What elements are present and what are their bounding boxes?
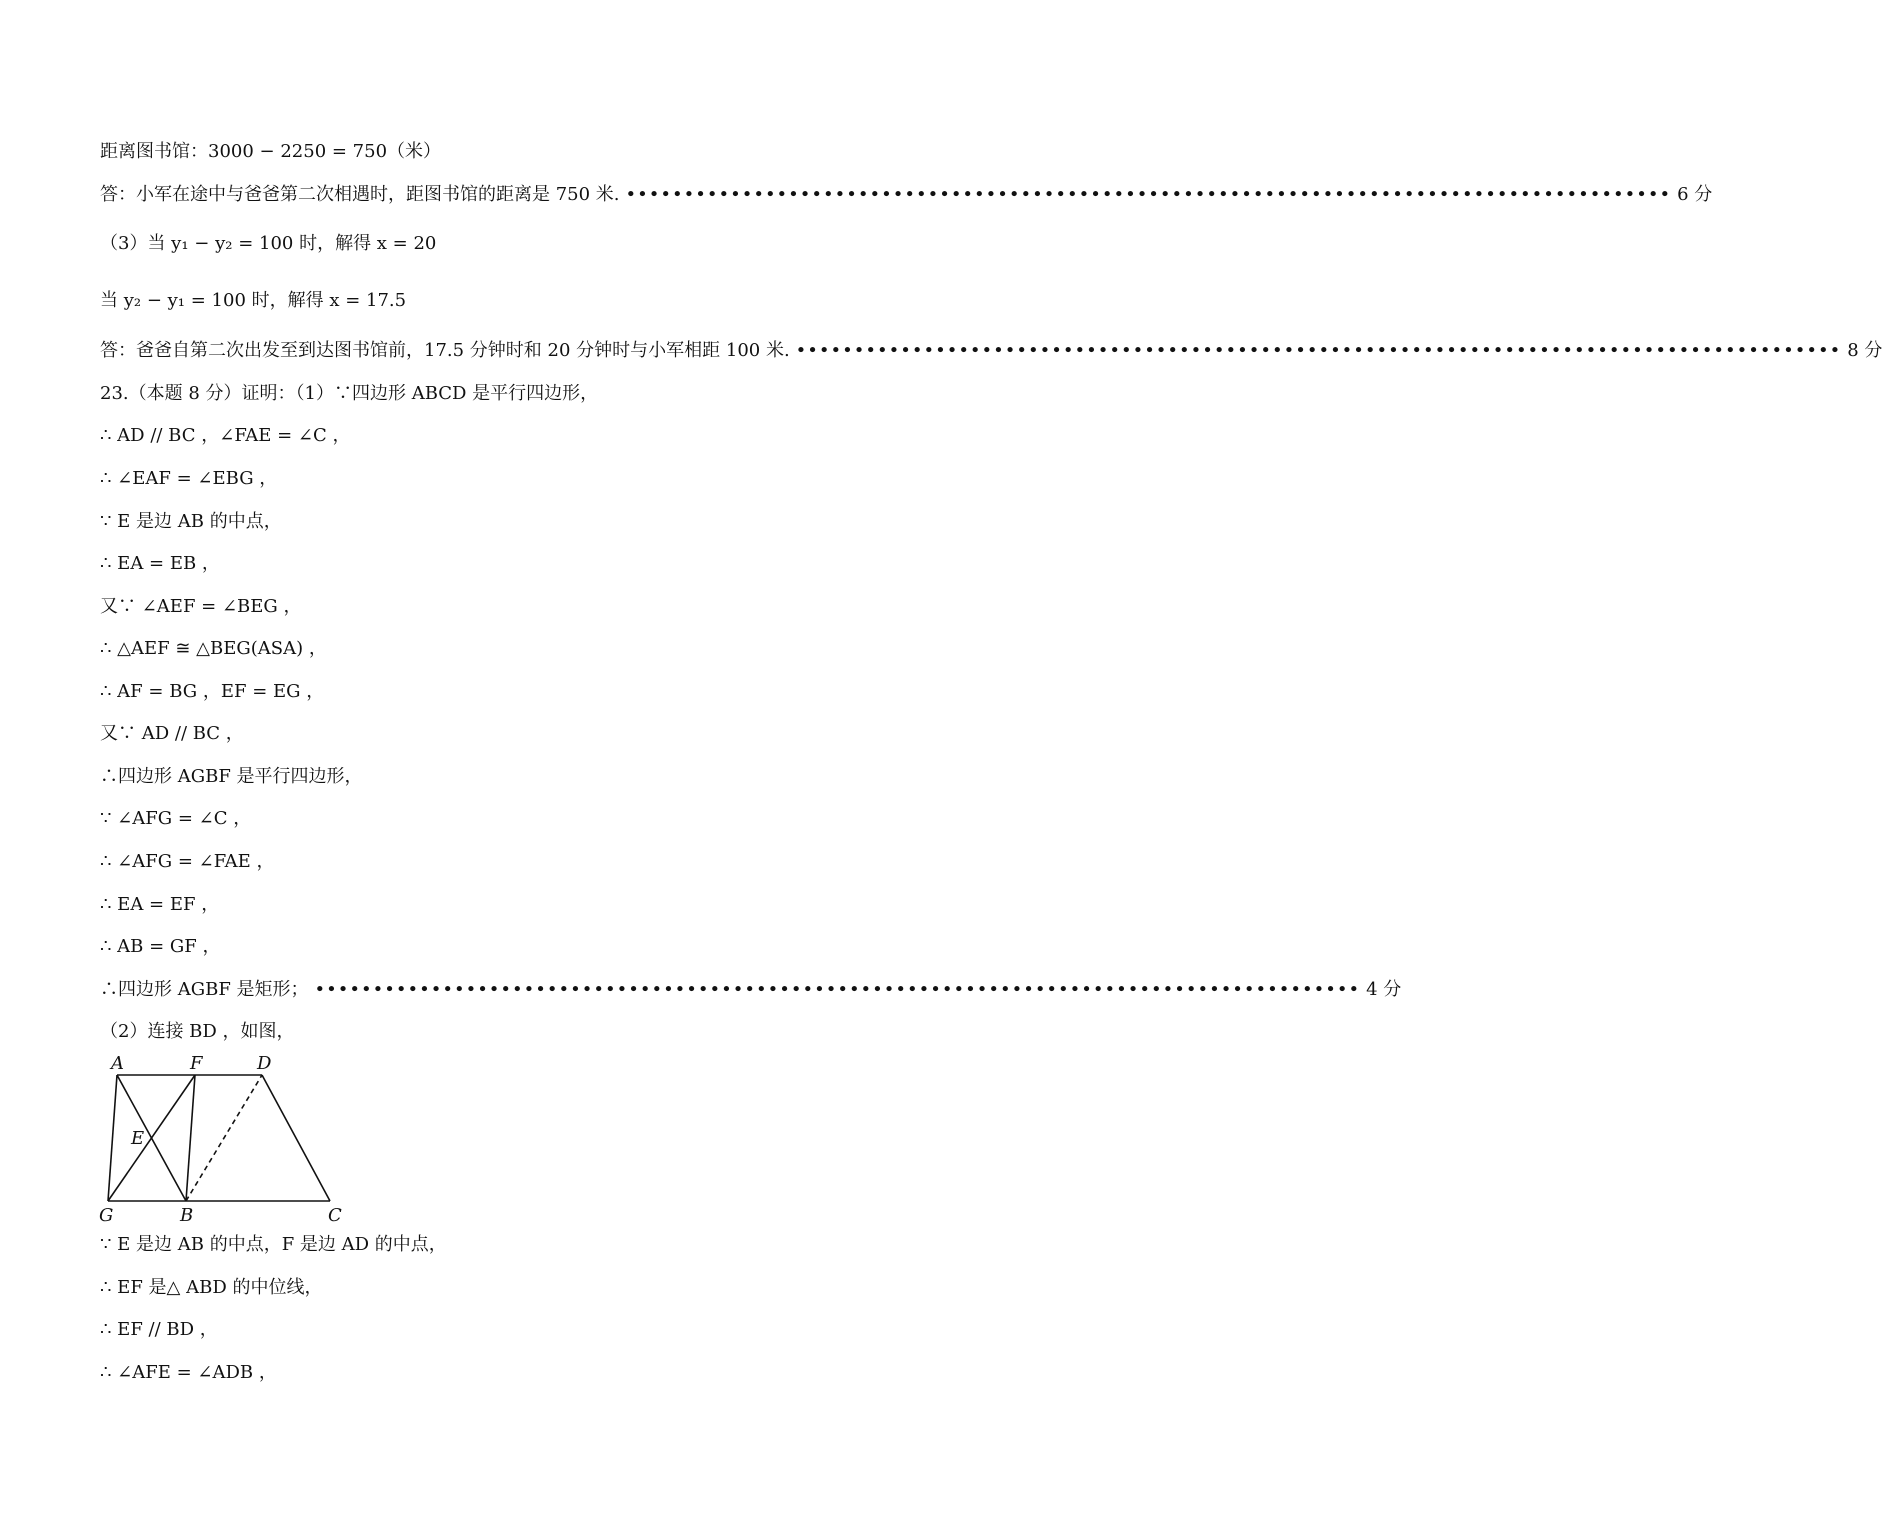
score-label: 4 分 xyxy=(1366,979,1402,1000)
leader-dots: •••••••••••••••••••••••••••••••••••••••••••••••••••••••••••••••••••••••••••••••••••••••••• xyxy=(625,184,1672,205)
text-line-19: ∴ AB = GF ， xyxy=(100,936,221,957)
segment-fg xyxy=(108,1075,195,1201)
text-line-18: ∴ EA = EF ， xyxy=(100,894,220,915)
text-line-23: ∴ EF 是△ ABD 的中位线， xyxy=(100,1277,323,1298)
text-line-5 xyxy=(100,340,1882,362)
text-line-24: ∴ EF // BD ， xyxy=(100,1319,218,1340)
score-label: 8 分 xyxy=(1847,340,1882,361)
text-line-15: ∴四边形 AGBF 是平行四边形， xyxy=(100,766,363,787)
label-b: B xyxy=(180,1205,194,1226)
segment-dc xyxy=(262,1075,330,1201)
text-line-6: 23.（本题 8 分）证明：（1）∵四边形 ABCD 是平行四边形， xyxy=(100,383,599,404)
text-line-21: （2）连接 BD ，如图， xyxy=(100,1021,295,1042)
text-line-25: ∴ ∠AFE = ∠ADB ， xyxy=(100,1362,277,1383)
text-line-8: ∴ ∠EAF = ∠EBG ， xyxy=(100,468,278,489)
label-f: F xyxy=(190,1053,203,1074)
leader-dots: •••••••••••••••••••••••••••••••••••••••••••••••••••••••••••••••••••••••••••••••••••••••••• xyxy=(314,979,1361,1000)
text-line-1: 距离图书馆：3000 − 2250 = 750（米） xyxy=(100,141,442,162)
score-label: 6 分 xyxy=(1677,184,1713,205)
text-line-17: ∴ ∠AFG = ∠FAE ， xyxy=(100,851,275,872)
segment-fb xyxy=(186,1075,195,1201)
leader-dots: •••••••••••••••••••••••••••••••••••••••••••••••••••••••••••••••••••••••••••••••••••••••••• xyxy=(795,340,1842,361)
label-d: D xyxy=(257,1053,272,1074)
line-text: 答：爸爸自第二次出发至到达图书馆前，17.5 分钟时和 20 分钟时与小军相距 100 米. xyxy=(100,340,790,361)
label-e: E xyxy=(131,1128,145,1149)
segment-bd-dashed xyxy=(186,1075,262,1201)
label-a: A xyxy=(111,1053,124,1074)
text-line-9: ∵ E 是边 AB 的中点， xyxy=(100,511,282,532)
text-line-11: 又∵ ∠AEF = ∠BEG ， xyxy=(100,596,302,617)
text-line-20 xyxy=(100,979,1402,1001)
text-line-4: 当 y₂ − y₁ = 100 时，解得 x = 17.5 xyxy=(100,290,407,311)
text-line-12: ∴ △AEF ≅ △BEG(ASA) ， xyxy=(100,638,327,659)
text-line-3: （3）当 y₁ − y₂ = 100 时，解得 x = 20 xyxy=(100,233,437,254)
label-g: G xyxy=(99,1205,114,1226)
text-line-10: ∴ EA = EB ， xyxy=(100,553,220,574)
label-c: C xyxy=(328,1205,342,1226)
segment-ag xyxy=(108,1075,117,1201)
text-line-22: ∵ E 是边 AB 的中点，F 是边 AD 的中点， xyxy=(100,1234,447,1255)
line-text: ∴四边形 AGBF 是矩形； xyxy=(100,979,309,1000)
geometry-figure xyxy=(95,1052,355,1224)
text-line-16: ∵ ∠AFG = ∠C ， xyxy=(100,808,252,829)
text-line-14: 又∵ AD // BC ， xyxy=(100,723,244,744)
line-text: 答：小军在途中与爸爸第二次相遇时，距图书馆的距离是 750 米. xyxy=(100,184,620,205)
text-line-2 xyxy=(100,184,1713,206)
text-line-7: ∴ AD // BC ，∠FAE = ∠C ， xyxy=(100,425,351,446)
text-line-13: ∴ AF = BG ，EF = EG ， xyxy=(100,681,325,702)
